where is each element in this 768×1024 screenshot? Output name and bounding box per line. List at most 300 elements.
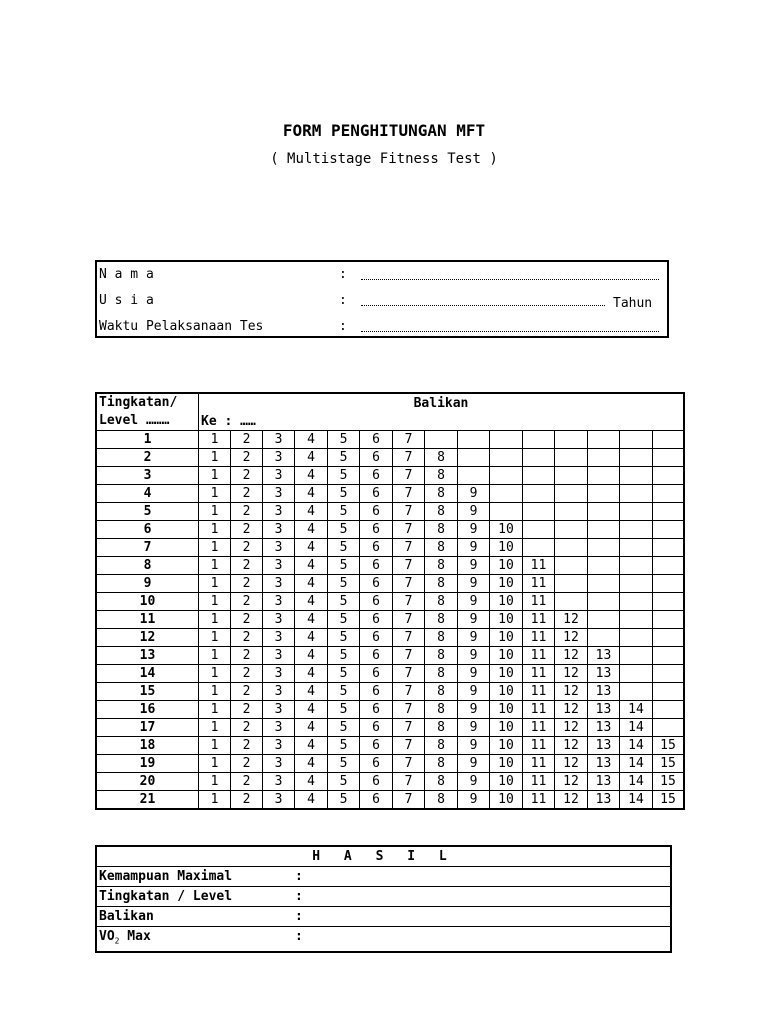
shuttle-cell[interactable]: 5 xyxy=(328,503,360,521)
shuttle-cell[interactable]: 10 xyxy=(490,737,523,755)
shuttle-cell[interactable]: 7 xyxy=(393,647,425,665)
shuttle-cell[interactable]: 6 xyxy=(360,701,393,719)
empty-cell[interactable] xyxy=(425,431,458,449)
empty-cell[interactable] xyxy=(458,431,490,449)
shuttle-cell[interactable]: 6 xyxy=(360,431,393,449)
shuttle-cell[interactable]: 5 xyxy=(328,521,360,539)
empty-cell[interactable] xyxy=(523,485,555,503)
shuttle-cell[interactable]: 7 xyxy=(393,575,425,593)
shuttle-cell[interactable]: 9 xyxy=(458,575,490,593)
shuttle-cell[interactable]: 7 xyxy=(393,467,425,485)
shuttle-cell[interactable]: 9 xyxy=(458,755,490,773)
shuttle-cell[interactable]: 5 xyxy=(328,755,360,773)
shuttle-cell[interactable]: 2 xyxy=(231,683,263,701)
shuttle-cell[interactable]: 7 xyxy=(393,485,425,503)
shuttle-cell[interactable]: 9 xyxy=(458,539,490,557)
empty-cell[interactable] xyxy=(620,521,653,539)
empty-cell[interactable] xyxy=(653,683,685,701)
shuttle-cell[interactable]: 11 xyxy=(523,683,555,701)
shuttle-cell[interactable]: 12 xyxy=(555,611,588,629)
shuttle-cell[interactable]: 5 xyxy=(328,431,360,449)
shuttle-cell[interactable]: 7 xyxy=(393,539,425,557)
empty-cell[interactable] xyxy=(653,593,685,611)
shuttle-cell[interactable]: 3 xyxy=(263,485,295,503)
shuttle-cell[interactable]: 13 xyxy=(588,647,620,665)
shuttle-cell[interactable]: 15 xyxy=(653,773,685,791)
shuttle-cell[interactable]: 1 xyxy=(199,431,231,449)
shuttle-cell[interactable]: 2 xyxy=(231,791,263,810)
shuttle-cell[interactable]: 10 xyxy=(490,719,523,737)
shuttle-cell[interactable]: 6 xyxy=(360,683,393,701)
shuttle-cell[interactable]: 4 xyxy=(295,701,328,719)
empty-cell[interactable] xyxy=(620,629,653,647)
shuttle-cell[interactable]: 1 xyxy=(199,611,231,629)
empty-cell[interactable] xyxy=(490,485,523,503)
shuttle-cell[interactable]: 4 xyxy=(295,593,328,611)
shuttle-cell[interactable]: 7 xyxy=(393,431,425,449)
shuttle-cell[interactable]: 13 xyxy=(588,773,620,791)
shuttle-cell[interactable]: 11 xyxy=(523,755,555,773)
shuttle-cell[interactable]: 5 xyxy=(328,575,360,593)
shuttle-cell[interactable]: 4 xyxy=(295,575,328,593)
shuttle-cell[interactable]: 7 xyxy=(393,629,425,647)
shuttle-cell[interactable]: 4 xyxy=(295,719,328,737)
shuttle-cell[interactable]: 12 xyxy=(555,791,588,810)
empty-cell[interactable] xyxy=(555,575,588,593)
shuttle-cell[interactable]: 7 xyxy=(393,701,425,719)
kemampuan-row[interactable] xyxy=(96,867,671,887)
shuttle-cell[interactable]: 5 xyxy=(328,629,360,647)
nama-field[interactable] xyxy=(361,279,659,280)
shuttle-cell[interactable]: 2 xyxy=(231,449,263,467)
shuttle-cell[interactable]: 3 xyxy=(263,575,295,593)
shuttle-cell[interactable]: 6 xyxy=(360,521,393,539)
shuttle-cell[interactable]: 11 xyxy=(523,611,555,629)
shuttle-cell[interactable]: 8 xyxy=(425,575,458,593)
shuttle-cell[interactable]: 4 xyxy=(295,665,328,683)
shuttle-cell[interactable]: 7 xyxy=(393,521,425,539)
shuttle-cell[interactable]: 3 xyxy=(263,503,295,521)
shuttle-cell[interactable]: 6 xyxy=(360,719,393,737)
empty-cell[interactable] xyxy=(588,593,620,611)
shuttle-cell[interactable]: 4 xyxy=(295,629,328,647)
shuttle-cell[interactable]: 6 xyxy=(360,665,393,683)
shuttle-cell[interactable]: 7 xyxy=(393,449,425,467)
empty-cell[interactable] xyxy=(620,503,653,521)
shuttle-cell[interactable]: 7 xyxy=(393,719,425,737)
shuttle-cell[interactable]: 11 xyxy=(523,557,555,575)
shuttle-cell[interactable]: 2 xyxy=(231,485,263,503)
shuttle-cell[interactable]: 5 xyxy=(328,593,360,611)
shuttle-cell[interactable]: 10 xyxy=(490,539,523,557)
empty-cell[interactable] xyxy=(620,539,653,557)
shuttle-cell[interactable]: 13 xyxy=(588,683,620,701)
shuttle-cell[interactable]: 9 xyxy=(458,629,490,647)
shuttle-cell[interactable]: 4 xyxy=(295,737,328,755)
shuttle-cell[interactable]: 3 xyxy=(263,683,295,701)
shuttle-cell[interactable]: 12 xyxy=(555,629,588,647)
shuttle-cell[interactable]: 1 xyxy=(199,665,231,683)
shuttle-cell[interactable]: 12 xyxy=(555,755,588,773)
shuttle-cell[interactable]: 3 xyxy=(263,719,295,737)
shuttle-cell[interactable]: 9 xyxy=(458,485,490,503)
shuttle-cell[interactable]: 7 xyxy=(393,557,425,575)
shuttle-cell[interactable]: 8 xyxy=(425,683,458,701)
shuttle-cell[interactable]: 9 xyxy=(458,503,490,521)
shuttle-cell[interactable]: 13 xyxy=(588,791,620,810)
shuttle-cell[interactable]: 15 xyxy=(653,737,685,755)
shuttle-cell[interactable]: 11 xyxy=(523,701,555,719)
shuttle-cell[interactable]: 4 xyxy=(295,557,328,575)
empty-cell[interactable] xyxy=(555,449,588,467)
empty-cell[interactable] xyxy=(588,485,620,503)
shuttle-cell[interactable]: 10 xyxy=(490,773,523,791)
shuttle-cell[interactable]: 1 xyxy=(199,557,231,575)
shuttle-cell[interactable]: 4 xyxy=(295,503,328,521)
shuttle-cell[interactable]: 11 xyxy=(523,719,555,737)
shuttle-cell[interactable]: 2 xyxy=(231,431,263,449)
shuttle-cell[interactable]: 1 xyxy=(199,737,231,755)
shuttle-cell[interactable]: 11 xyxy=(523,773,555,791)
shuttle-cell[interactable]: 1 xyxy=(199,755,231,773)
empty-cell[interactable] xyxy=(653,503,685,521)
shuttle-cell[interactable]: 7 xyxy=(393,791,425,810)
shuttle-cell[interactable]: 3 xyxy=(263,647,295,665)
shuttle-cell[interactable]: 1 xyxy=(199,791,231,810)
shuttle-cell[interactable]: 13 xyxy=(588,701,620,719)
shuttle-cell[interactable]: 3 xyxy=(263,755,295,773)
shuttle-cell[interactable]: 1 xyxy=(199,701,231,719)
shuttle-cell[interactable]: 11 xyxy=(523,791,555,810)
shuttle-cell[interactable]: 15 xyxy=(653,791,685,810)
empty-cell[interactable] xyxy=(620,683,653,701)
shuttle-cell[interactable]: 14 xyxy=(620,755,653,773)
shuttle-cell[interactable]: 8 xyxy=(425,503,458,521)
shuttle-cell[interactable]: 14 xyxy=(620,737,653,755)
empty-cell[interactable] xyxy=(620,485,653,503)
shuttle-cell[interactable]: 4 xyxy=(295,539,328,557)
shuttle-cell[interactable]: 6 xyxy=(360,467,393,485)
shuttle-cell[interactable]: 8 xyxy=(425,449,458,467)
shuttle-cell[interactable]: 11 xyxy=(523,665,555,683)
shuttle-cell[interactable]: 6 xyxy=(360,449,393,467)
shuttle-cell[interactable]: 10 xyxy=(490,647,523,665)
shuttle-cell[interactable]: 3 xyxy=(263,593,295,611)
empty-cell[interactable] xyxy=(588,557,620,575)
empty-cell[interactable] xyxy=(555,485,588,503)
shuttle-cell[interactable]: 6 xyxy=(360,503,393,521)
shuttle-cell[interactable]: 5 xyxy=(328,737,360,755)
empty-cell[interactable] xyxy=(523,521,555,539)
empty-cell[interactable] xyxy=(490,449,523,467)
shuttle-cell[interactable]: 10 xyxy=(490,701,523,719)
empty-cell[interactable] xyxy=(653,611,685,629)
empty-cell[interactable] xyxy=(555,503,588,521)
shuttle-cell[interactable]: 8 xyxy=(425,737,458,755)
shuttle-cell[interactable]: 9 xyxy=(458,701,490,719)
empty-cell[interactable] xyxy=(588,431,620,449)
shuttle-cell[interactable]: 12 xyxy=(555,683,588,701)
shuttle-cell[interactable]: 6 xyxy=(360,629,393,647)
empty-cell[interactable] xyxy=(458,449,490,467)
shuttle-cell[interactable]: 2 xyxy=(231,701,263,719)
shuttle-cell[interactable]: 4 xyxy=(295,647,328,665)
empty-cell[interactable] xyxy=(620,431,653,449)
shuttle-cell[interactable]: 1 xyxy=(199,773,231,791)
shuttle-cell[interactable]: 2 xyxy=(231,755,263,773)
empty-cell[interactable] xyxy=(588,503,620,521)
empty-cell[interactable] xyxy=(523,431,555,449)
empty-cell[interactable] xyxy=(490,467,523,485)
shuttle-cell[interactable]: 5 xyxy=(328,665,360,683)
shuttle-cell[interactable]: 2 xyxy=(231,521,263,539)
shuttle-cell[interactable]: 8 xyxy=(425,791,458,810)
empty-cell[interactable] xyxy=(588,575,620,593)
shuttle-cell[interactable]: 5 xyxy=(328,791,360,810)
empty-cell[interactable] xyxy=(620,593,653,611)
empty-cell[interactable] xyxy=(653,557,685,575)
shuttle-cell[interactable]: 9 xyxy=(458,737,490,755)
empty-cell[interactable] xyxy=(653,701,685,719)
shuttle-cell[interactable]: 3 xyxy=(263,611,295,629)
empty-cell[interactable] xyxy=(490,431,523,449)
empty-cell[interactable] xyxy=(555,467,588,485)
empty-cell[interactable] xyxy=(653,665,685,683)
empty-cell[interactable] xyxy=(653,647,685,665)
empty-cell[interactable] xyxy=(458,467,490,485)
shuttle-cell[interactable]: 5 xyxy=(328,449,360,467)
shuttle-cell[interactable]: 10 xyxy=(490,521,523,539)
empty-cell[interactable] xyxy=(523,449,555,467)
shuttle-cell[interactable]: 14 xyxy=(620,773,653,791)
empty-cell[interactable] xyxy=(555,557,588,575)
shuttle-cell[interactable]: 12 xyxy=(555,719,588,737)
shuttle-cell[interactable]: 2 xyxy=(231,719,263,737)
empty-cell[interactable] xyxy=(555,521,588,539)
shuttle-cell[interactable]: 10 xyxy=(490,611,523,629)
shuttle-cell[interactable]: 10 xyxy=(490,575,523,593)
empty-cell[interactable] xyxy=(653,539,685,557)
shuttle-cell[interactable]: 13 xyxy=(588,737,620,755)
shuttle-cell[interactable]: 6 xyxy=(360,755,393,773)
shuttle-cell[interactable]: 4 xyxy=(295,521,328,539)
shuttle-cell[interactable]: 8 xyxy=(425,755,458,773)
shuttle-cell[interactable]: 3 xyxy=(263,431,295,449)
shuttle-cell[interactable]: 2 xyxy=(231,665,263,683)
shuttle-cell[interactable]: 8 xyxy=(425,773,458,791)
shuttle-cell[interactable]: 9 xyxy=(458,521,490,539)
shuttle-cell[interactable]: 8 xyxy=(425,521,458,539)
shuttle-cell[interactable]: 3 xyxy=(263,467,295,485)
shuttle-cell[interactable]: 6 xyxy=(360,593,393,611)
shuttle-cell[interactable]: 14 xyxy=(620,791,653,810)
shuttle-cell[interactable]: 10 xyxy=(490,665,523,683)
shuttle-cell[interactable]: 2 xyxy=(231,611,263,629)
usia-field[interactable] xyxy=(361,305,605,306)
shuttle-cell[interactable]: 9 xyxy=(458,557,490,575)
vo2-row[interactable] xyxy=(96,927,671,952)
shuttle-cell[interactable]: 11 xyxy=(523,647,555,665)
shuttle-cell[interactable]: 5 xyxy=(328,719,360,737)
shuttle-cell[interactable]: 1 xyxy=(199,629,231,647)
empty-cell[interactable] xyxy=(653,467,685,485)
shuttle-cell[interactable]: 4 xyxy=(295,485,328,503)
shuttle-cell[interactable]: 5 xyxy=(328,557,360,575)
shuttle-cell[interactable]: 6 xyxy=(360,539,393,557)
shuttle-cell[interactable]: 3 xyxy=(263,557,295,575)
empty-cell[interactable] xyxy=(620,611,653,629)
shuttle-cell[interactable]: 1 xyxy=(199,539,231,557)
shuttle-cell[interactable]: 5 xyxy=(328,647,360,665)
empty-cell[interactable] xyxy=(588,611,620,629)
shuttle-cell[interactable]: 3 xyxy=(263,791,295,810)
shuttle-cell[interactable]: 5 xyxy=(328,467,360,485)
shuttle-cell[interactable]: 4 xyxy=(295,611,328,629)
shuttle-cell[interactable]: 8 xyxy=(425,611,458,629)
shuttle-cell[interactable]: 3 xyxy=(263,449,295,467)
shuttle-cell[interactable]: 4 xyxy=(295,773,328,791)
shuttle-cell[interactable]: 2 xyxy=(231,575,263,593)
shuttle-cell[interactable]: 15 xyxy=(653,755,685,773)
shuttle-cell[interactable]: 1 xyxy=(199,683,231,701)
shuttle-cell[interactable]: 12 xyxy=(555,737,588,755)
shuttle-cell[interactable]: 8 xyxy=(425,665,458,683)
shuttle-cell[interactable]: 8 xyxy=(425,467,458,485)
empty-cell[interactable] xyxy=(555,431,588,449)
shuttle-cell[interactable]: 4 xyxy=(295,683,328,701)
empty-cell[interactable] xyxy=(653,719,685,737)
shuttle-cell[interactable]: 12 xyxy=(555,701,588,719)
shuttle-cell[interactable]: 2 xyxy=(231,503,263,521)
shuttle-cell[interactable]: 4 xyxy=(295,755,328,773)
shuttle-cell[interactable]: 8 xyxy=(425,485,458,503)
shuttle-cell[interactable]: 5 xyxy=(328,485,360,503)
shuttle-cell[interactable]: 3 xyxy=(263,665,295,683)
shuttle-cell[interactable]: 13 xyxy=(588,719,620,737)
shuttle-cell[interactable]: 4 xyxy=(295,431,328,449)
shuttle-cell[interactable]: 14 xyxy=(620,719,653,737)
empty-cell[interactable] xyxy=(620,575,653,593)
shuttle-cell[interactable]: 11 xyxy=(523,575,555,593)
shuttle-cell[interactable]: 3 xyxy=(263,521,295,539)
shuttle-cell[interactable]: 7 xyxy=(393,773,425,791)
empty-cell[interactable] xyxy=(620,665,653,683)
empty-cell[interactable] xyxy=(653,629,685,647)
shuttle-cell[interactable]: 10 xyxy=(490,683,523,701)
shuttle-cell[interactable]: 8 xyxy=(425,701,458,719)
shuttle-cell[interactable]: 12 xyxy=(555,773,588,791)
shuttle-cell[interactable]: 5 xyxy=(328,539,360,557)
shuttle-cell[interactable]: 12 xyxy=(555,665,588,683)
shuttle-cell[interactable]: 8 xyxy=(425,557,458,575)
empty-cell[interactable] xyxy=(555,593,588,611)
shuttle-cell[interactable]: 8 xyxy=(425,647,458,665)
shuttle-cell[interactable]: 9 xyxy=(458,611,490,629)
empty-cell[interactable] xyxy=(588,467,620,485)
shuttle-cell[interactable]: 6 xyxy=(360,611,393,629)
shuttle-cell[interactable]: 2 xyxy=(231,593,263,611)
shuttle-cell[interactable]: 9 xyxy=(458,593,490,611)
shuttle-cell[interactable]: 1 xyxy=(199,521,231,539)
shuttle-cell[interactable]: 1 xyxy=(199,503,231,521)
shuttle-cell[interactable]: 1 xyxy=(199,575,231,593)
empty-cell[interactable] xyxy=(588,629,620,647)
shuttle-cell[interactable]: 1 xyxy=(199,449,231,467)
empty-cell[interactable] xyxy=(523,467,555,485)
shuttle-cell[interactable]: 7 xyxy=(393,593,425,611)
shuttle-cell[interactable]: 5 xyxy=(328,611,360,629)
empty-cell[interactable] xyxy=(653,449,685,467)
empty-cell[interactable] xyxy=(523,503,555,521)
shuttle-cell[interactable]: 9 xyxy=(458,719,490,737)
empty-cell[interactable] xyxy=(523,539,555,557)
shuttle-cell[interactable]: 11 xyxy=(523,629,555,647)
empty-cell[interactable] xyxy=(653,485,685,503)
shuttle-cell[interactable]: 11 xyxy=(523,737,555,755)
shuttle-cell[interactable]: 7 xyxy=(393,683,425,701)
shuttle-cell[interactable]: 11 xyxy=(523,593,555,611)
shuttle-cell[interactable]: 12 xyxy=(555,647,588,665)
shuttle-cell[interactable]: 2 xyxy=(231,737,263,755)
shuttle-cell[interactable]: 9 xyxy=(458,647,490,665)
shuttle-cell[interactable]: 1 xyxy=(199,593,231,611)
shuttle-cell[interactable]: 2 xyxy=(231,647,263,665)
empty-cell[interactable] xyxy=(620,557,653,575)
empty-cell[interactable] xyxy=(588,449,620,467)
shuttle-cell[interactable]: 4 xyxy=(295,449,328,467)
shuttle-cell[interactable]: 9 xyxy=(458,791,490,810)
shuttle-cell[interactable]: 1 xyxy=(199,467,231,485)
shuttle-cell[interactable]: 7 xyxy=(393,665,425,683)
shuttle-cell[interactable]: 6 xyxy=(360,737,393,755)
shuttle-cell[interactable]: 7 xyxy=(393,737,425,755)
shuttle-cell[interactable]: 7 xyxy=(393,611,425,629)
shuttle-cell[interactable]: 14 xyxy=(620,701,653,719)
shuttle-cell[interactable]: 8 xyxy=(425,539,458,557)
shuttle-cell[interactable]: 10 xyxy=(490,629,523,647)
shuttle-cell[interactable]: 6 xyxy=(360,557,393,575)
empty-cell[interactable] xyxy=(653,431,685,449)
shuttle-cell[interactable]: 6 xyxy=(360,791,393,810)
balikan-row[interactable] xyxy=(96,907,671,927)
shuttle-cell[interactable]: 3 xyxy=(263,629,295,647)
shuttle-cell[interactable]: 5 xyxy=(328,773,360,791)
empty-cell[interactable] xyxy=(588,539,620,557)
shuttle-cell[interactable]: 13 xyxy=(588,755,620,773)
shuttle-cell[interactable]: 2 xyxy=(231,629,263,647)
shuttle-cell[interactable]: 7 xyxy=(393,503,425,521)
shuttle-cell[interactable]: 8 xyxy=(425,719,458,737)
shuttle-cell[interactable]: 13 xyxy=(588,665,620,683)
shuttle-cell[interactable]: 2 xyxy=(231,773,263,791)
empty-cell[interactable] xyxy=(620,449,653,467)
empty-cell[interactable] xyxy=(555,539,588,557)
shuttle-cell[interactable]: 9 xyxy=(458,773,490,791)
empty-cell[interactable] xyxy=(620,647,653,665)
shuttle-cell[interactable]: 8 xyxy=(425,629,458,647)
shuttle-cell[interactable]: 5 xyxy=(328,683,360,701)
empty-cell[interactable] xyxy=(620,467,653,485)
shuttle-cell[interactable]: 1 xyxy=(199,647,231,665)
shuttle-cell[interactable]: 2 xyxy=(231,557,263,575)
shuttle-cell[interactable]: 1 xyxy=(199,719,231,737)
shuttle-cell[interactable]: 10 xyxy=(490,557,523,575)
shuttle-cell[interactable]: 2 xyxy=(231,539,263,557)
shuttle-cell[interactable]: 10 xyxy=(490,593,523,611)
empty-cell[interactable] xyxy=(588,521,620,539)
empty-cell[interactable] xyxy=(653,575,685,593)
shuttle-cell[interactable]: 10 xyxy=(490,755,523,773)
